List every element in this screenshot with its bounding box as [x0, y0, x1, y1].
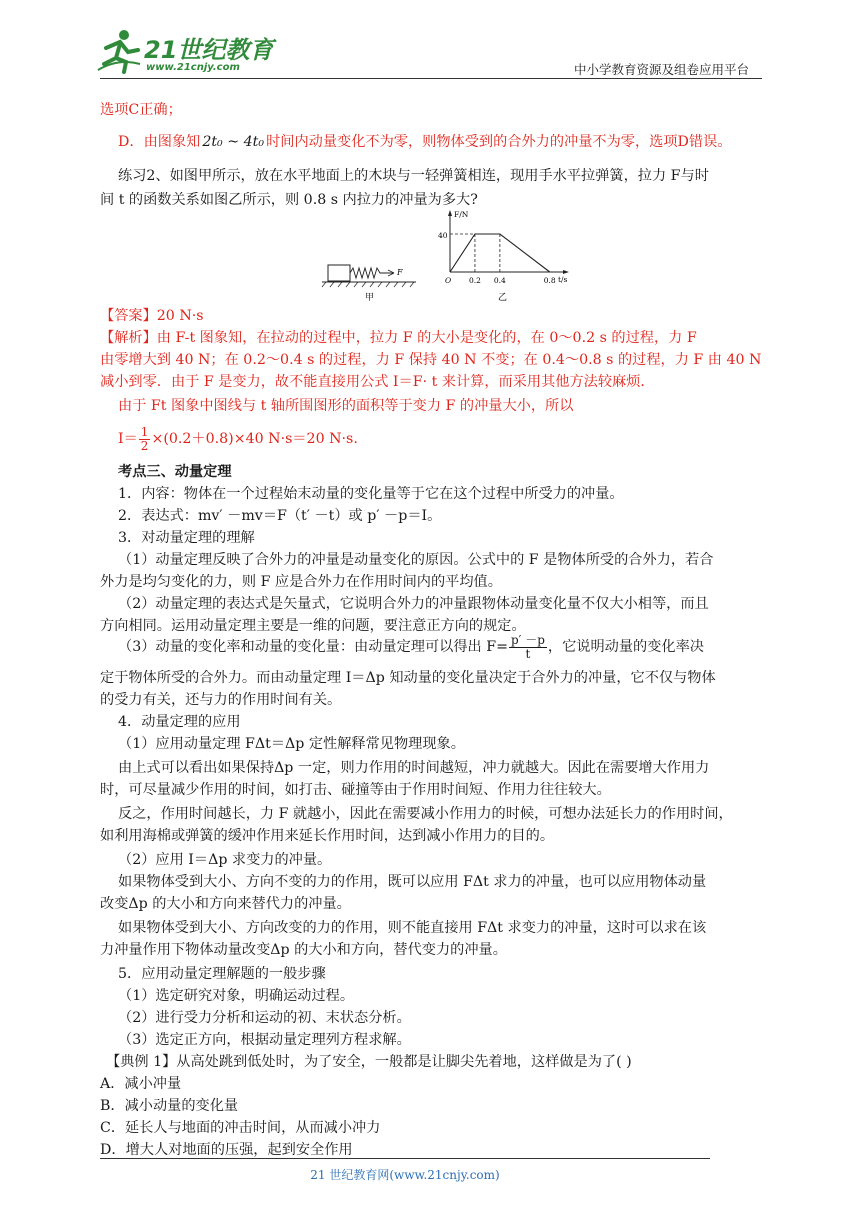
x-axis-label: t/s	[558, 275, 568, 284]
section-heading: 考点三、动量定理	[118, 464, 232, 480]
fraction-numerator: p′ －p	[510, 632, 545, 647]
header-rule	[100, 78, 762, 79]
text-line: （1）动量定理反映了合外力的冲量是动量变化的原因。公式中的 F 是物体所受的合外力，若合	[118, 552, 714, 568]
fraction-denominator: 2	[140, 438, 149, 453]
figure-jia-spring-block	[320, 255, 420, 305]
text-line: 由上式可以看出如果保持Δp 一定，则力作用的时间越短，冲力就越大。因此在需要增大作用力	[118, 760, 710, 776]
x-axis-arrow	[563, 270, 569, 274]
jia-label: 甲	[365, 293, 375, 303]
yi-label: 乙	[498, 293, 508, 303]
spring-force-label: F	[397, 268, 403, 277]
text-line: 间 t 的函数关系如图乙所示，则 0.8 s 内拉力的冲量为多大?	[100, 192, 478, 208]
text-line: 外力是均匀变化的力，则 F 应是合外力在作用时间内的平均值。	[100, 574, 502, 590]
logo-title: 21世纪教育	[144, 36, 274, 64]
option-d: D．增大人对地面的压强，起到安全作用	[100, 1142, 353, 1158]
x-tick-label: 0.4	[493, 276, 506, 285]
text-line: 时，可尽量减少作用的时间，如打击、碰撞等由于作用时间短、作用力往往较大。	[100, 782, 611, 798]
text-line: （1）选定研究对象，明确运动过程。	[118, 988, 355, 1004]
text-line: 如果物体受到大小、方向改变的力的作用，则不能直接用 FΔt 求变力的冲量，这时可以求在该	[118, 920, 707, 936]
text-line: （2）应用 I＝Δp 求变力的冲量。	[118, 852, 332, 868]
text-line	[118, 132, 731, 152]
logo-url: www.21cnjy.com	[146, 62, 240, 73]
text-line: 改变Δp 的大小和方向来替代力的冲量。	[100, 896, 351, 912]
text-line: （2）动量定理的表达式是矢量式，它说明合外力的冲量跟物体动量变化量不仅大小相等，而且	[118, 596, 709, 612]
option-c: C．延长人与地面的冲击时间，从而减小冲力	[100, 1120, 381, 1136]
text-line: 由零增大到 40 N；在 0.2～0.4 s 的过程，力 F 保持 40 N 不变；在 0.4～0.8 s 的过程，力 F 由 40 N	[100, 352, 762, 368]
text-line: 2．表达式：mv′ －mv＝F（t′ －t）或 p′ －p＝I。	[118, 508, 442, 524]
text-line: 4．动量定理的应用	[118, 714, 241, 730]
text-span: I＝	[118, 431, 138, 447]
footer-text: 21 世纪教育网(www.21cnjy.com)	[310, 1168, 500, 1182]
text-line: （1）应用动量定理 FΔt＝Δp 定性解释常见物理现象。	[118, 736, 465, 752]
formula-line	[118, 630, 704, 664]
text-line: （2）进行受力分析和运动的初、末状态分析。	[118, 1010, 411, 1026]
header-logo	[96, 28, 274, 76]
text-line: 练习2、如图甲所示，放在水平地面上的木块与一轻弹簧相连，现用手水平拉弹簧，拉力 F与时	[118, 168, 709, 184]
fraction	[139, 426, 151, 453]
formula-line	[118, 420, 358, 458]
fraction	[509, 634, 547, 661]
y-axis-arrow	[448, 210, 452, 216]
option-a: A．减小冲量	[100, 1076, 182, 1092]
y-tick-label: 40	[438, 231, 448, 240]
footer-rule	[100, 1158, 710, 1159]
text-line: （3）选定正方向，根据动量定理列方程求解。	[118, 1032, 411, 1048]
text-line: 力冲量作用下物体动量改变Δp 的大小和方向，替代变力的冲量。	[100, 942, 507, 958]
fraction-numerator: 1	[140, 424, 149, 439]
text-span: （3）动量的变化率和动量的变化量：由动量定理可以得出 F=	[118, 639, 508, 655]
text-line: 如利用海棉或弹簧的缓冲作用来延长作用时间，达到减小作用力的目的。	[100, 828, 555, 844]
text-span: ，它说明动量的变化率决	[547, 639, 704, 655]
example-question: 【典例 1】从高处跳到低处时，为了安全，一般都是让脚尖先着地，这样做是为了( )	[106, 1054, 632, 1070]
text-line: 减小到零．由于 F 是变力，故不能直接用公式 I＝F· t 来计算，而采用其他方法较麻烦．	[100, 374, 655, 390]
text-span: D．由图象知	[118, 134, 201, 150]
text-line: 【解析】由 F-t 图象知，在拉动的过程中，拉力 F 的大小是变化的，在 0～0.2 s 的过程，力 F	[100, 330, 697, 346]
x-tick-label: 0.2	[468, 276, 481, 285]
figure-yi-ft-chart	[430, 208, 580, 308]
fraction-denominator: t	[525, 646, 531, 661]
origin-label: O	[445, 276, 452, 285]
text-line: 定于物体所受的合外力。而由动量定理 I＝Δp 知动量的变化量决定于合外力的冲量，它不仅与物体	[100, 670, 716, 686]
text-line: 5．应用动量定理解题的一般步骤	[118, 966, 326, 982]
text-line: 1．内容：物体在一个过程始末动量的变化量等于它在这个过程中所受力的冲量。	[118, 486, 624, 502]
y-axis-label: F/N	[454, 210, 469, 219]
option-b: B．减小动量的变化量	[100, 1098, 239, 1114]
x-tick-label: 0.8	[543, 276, 556, 285]
text-line: 3．对动量定理的理解	[118, 530, 255, 546]
text-line: 方向相同。运用动量定理主要是一维的问题，要注意正方向的规定。	[100, 618, 526, 634]
text-line: 如果物体受到大小、方向不变的力的作用，既可以应用 FΔt 求力的冲量，也可以应用物体动量	[118, 874, 707, 890]
platform-name: 中小学教育资源及组卷应用平台	[574, 62, 750, 77]
math-span: 2t₀ ~ 4t₀	[202, 134, 265, 150]
text-line: 的受力有关，还与力的作用时间有关。	[100, 692, 342, 708]
text-span: 时间内动量变化不为零，则物体受到的合外力的冲量不为零，选项D错误。	[266, 134, 732, 150]
text-line: 由于 Ft 图象中图线与 t 轴所围图形的面积等于变力 F 的冲量大小，所以	[118, 398, 574, 414]
runner-icon	[96, 28, 142, 74]
text-line: 选项C正确；	[100, 102, 182, 118]
text-line: 反之，作用时间越长，力 F 就越小，因此在需要减小作用力的时候，可想办法延长力的作用时间，	[118, 806, 733, 822]
answer-line: 【答案】20 N·s	[100, 308, 204, 324]
text-span: ×(0.2＋0.8)×40 N·s＝20 N·s.	[151, 431, 358, 447]
